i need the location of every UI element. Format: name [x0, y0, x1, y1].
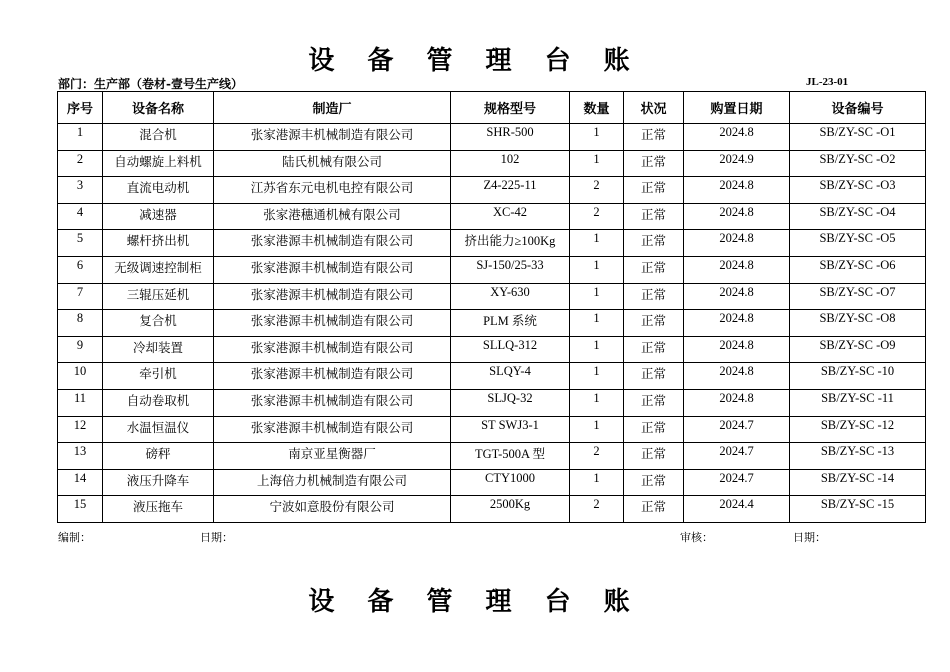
cell-model: SLJQ-32 — [451, 389, 570, 416]
cell-status: 正常 — [624, 469, 684, 496]
cell-quantity: 2 — [570, 203, 624, 230]
cell-status: 正常 — [624, 283, 684, 310]
cell-name: 直流电动机 — [103, 177, 214, 204]
cell-manufacturer: 张家港源丰机械制造有限公司 — [214, 416, 451, 443]
cell-index: 9 — [58, 336, 103, 363]
cell-index: 2 — [58, 150, 103, 177]
table-row — [58, 443, 926, 470]
cell-quantity: 1 — [570, 150, 624, 177]
cell-manufacturer: 上海倍力机械制造有限公司 — [214, 469, 451, 496]
cell-status: 正常 — [624, 150, 684, 177]
cell-equipment-code: SB/ZY-SC -11 — [790, 389, 926, 416]
cell-purchase-date: 2024.9 — [684, 150, 790, 177]
cell-quantity: 1 — [570, 389, 624, 416]
table-row — [58, 310, 926, 337]
cell-status: 正常 — [624, 416, 684, 443]
cell-quantity: 1 — [570, 124, 624, 151]
equipment-ledger-table — [57, 91, 926, 523]
cell-name: 三辊压延机 — [103, 283, 214, 310]
cell-name: 自动卷取机 — [103, 389, 214, 416]
cell-equipment-code: SB/ZY-SC -O4 — [790, 203, 926, 230]
column-header-quantity: 数量 — [570, 92, 624, 124]
cell-purchase-date: 2024.8 — [684, 124, 790, 151]
cell-quantity: 2 — [570, 177, 624, 204]
table-row — [58, 230, 926, 257]
column-header-status: 状况 — [624, 92, 684, 124]
cell-manufacturer: 张家港源丰机械制造有限公司 — [214, 389, 451, 416]
cell-status: 正常 — [624, 230, 684, 257]
cell-status: 正常 — [624, 124, 684, 151]
cell-name: 混合机 — [103, 124, 214, 151]
cell-purchase-date: 2024.8 — [684, 336, 790, 363]
cell-index: 7 — [58, 283, 103, 310]
cell-purchase-date: 2024.8 — [684, 230, 790, 257]
document-number: JL-23-01 — [806, 76, 849, 88]
cell-index: 14 — [58, 469, 103, 496]
cell-index: 1 — [58, 124, 103, 151]
cell-quantity: 1 — [570, 310, 624, 337]
cell-model: SLLQ-312 — [451, 336, 570, 363]
table-row — [58, 150, 926, 177]
table-row — [58, 389, 926, 416]
cell-model: SJ-150/25-33 — [451, 256, 570, 283]
cell-equipment-code: SB/ZY-SC -O9 — [790, 336, 926, 363]
cell-model: 102 — [451, 150, 570, 177]
table-row — [58, 124, 926, 151]
page-title: 设 备 管 理 台 账 — [308, 46, 642, 76]
table-body — [58, 124, 926, 523]
cell-manufacturer: 张家港源丰机械制造有限公司 — [214, 363, 451, 390]
cell-status: 正常 — [624, 443, 684, 470]
column-header-purchase-date: 购置日期 — [684, 92, 790, 124]
cell-purchase-date: 2024.7 — [684, 416, 790, 443]
cell-equipment-code: SB/ZY-SC -12 — [790, 416, 926, 443]
cell-index: 13 — [58, 443, 103, 470]
table-row — [58, 496, 926, 523]
cell-manufacturer: 宁波如意股份有限公司 — [214, 496, 451, 523]
cell-manufacturer: 陆氏机械有限公司 — [214, 150, 451, 177]
cell-quantity: 1 — [570, 230, 624, 257]
cell-name: 液压升降车 — [103, 469, 214, 496]
cell-quantity: 1 — [570, 283, 624, 310]
cell-equipment-code: SB/ZY-SC -O2 — [790, 150, 926, 177]
cell-equipment-code: SB/ZY-SC -O8 — [790, 310, 926, 337]
table-row — [58, 177, 926, 204]
column-header-manufacturer: 制造厂 — [214, 92, 451, 124]
cell-model: SLQY-4 — [451, 363, 570, 390]
cell-status: 正常 — [624, 336, 684, 363]
cell-purchase-date: 2024.8 — [684, 310, 790, 337]
cell-equipment-code: SB/ZY-SC -O6 — [790, 256, 926, 283]
cell-manufacturer: 江苏省东元电机电控有限公司 — [214, 177, 451, 204]
cell-model: Z4-225-11 — [451, 177, 570, 204]
cell-manufacturer: 张家港源丰机械制造有限公司 — [214, 124, 451, 151]
cell-equipment-code: SB/ZY-SC -14 — [790, 469, 926, 496]
cell-status: 正常 — [624, 496, 684, 523]
page-title-repeat: 设 备 管 理 台 账 — [308, 587, 642, 617]
cell-purchase-date: 2024.4 — [684, 496, 790, 523]
cell-equipment-code: SB/ZY-SC -O7 — [790, 283, 926, 310]
table-row — [58, 283, 926, 310]
cell-quantity: 2 — [570, 496, 624, 523]
compiled-by-label: 编制： — [58, 531, 91, 544]
cell-index: 5 — [58, 230, 103, 257]
cell-index: 8 — [58, 310, 103, 337]
cell-model: 挤出能力≥100Kg — [451, 230, 570, 257]
cell-manufacturer: 张家港源丰机械制造有限公司 — [214, 310, 451, 337]
cell-status: 正常 — [624, 363, 684, 390]
reviewed-by-label: 审核： — [680, 531, 713, 544]
cell-status: 正常 — [624, 310, 684, 337]
table-row — [58, 203, 926, 230]
cell-name: 复合机 — [103, 310, 214, 337]
cell-quantity: 1 — [570, 363, 624, 390]
table-row — [58, 256, 926, 283]
cell-index: 10 — [58, 363, 103, 390]
cell-index: 12 — [58, 416, 103, 443]
cell-index: 6 — [58, 256, 103, 283]
cell-manufacturer: 张家港穗通机械有限公司 — [214, 203, 451, 230]
review-date-label: 日期： — [793, 531, 826, 544]
cell-equipment-code: SB/ZY-SC -O5 — [790, 230, 926, 257]
cell-name: 冷却装置 — [103, 336, 214, 363]
cell-index: 15 — [58, 496, 103, 523]
table-row — [58, 469, 926, 496]
cell-name: 牵引机 — [103, 363, 214, 390]
cell-model: SHR-500 — [451, 124, 570, 151]
cell-index: 4 — [58, 203, 103, 230]
cell-purchase-date: 2024.8 — [684, 363, 790, 390]
cell-equipment-code: SB/ZY-SC -O1 — [790, 124, 926, 151]
cell-quantity: 1 — [570, 256, 624, 283]
cell-model: XC-42 — [451, 203, 570, 230]
cell-name: 减速器 — [103, 203, 214, 230]
column-header-index: 序号 — [58, 92, 103, 124]
cell-name: 水温恒温仪 — [103, 416, 214, 443]
cell-manufacturer: 张家港源丰机械制造有限公司 — [214, 283, 451, 310]
cell-manufacturer: 张家港源丰机械制造有限公司 — [214, 230, 451, 257]
cell-status: 正常 — [624, 203, 684, 230]
cell-model: XY-630 — [451, 283, 570, 310]
column-header-equipment-code: 设备编号 — [790, 92, 926, 124]
cell-quantity: 2 — [570, 443, 624, 470]
cell-status: 正常 — [624, 177, 684, 204]
table-header-row — [58, 92, 926, 124]
cell-name: 磅秤 — [103, 443, 214, 470]
cell-purchase-date: 2024.7 — [684, 469, 790, 496]
cell-quantity: 1 — [570, 416, 624, 443]
cell-name: 螺杆挤出机 — [103, 230, 214, 257]
table-row — [58, 336, 926, 363]
cell-purchase-date: 2024.8 — [684, 256, 790, 283]
cell-quantity: 1 — [570, 469, 624, 496]
cell-name: 无级调速控制柜 — [103, 256, 214, 283]
cell-manufacturer: 张家港源丰机械制造有限公司 — [214, 256, 451, 283]
cell-equipment-code: SB/ZY-SC -13 — [790, 443, 926, 470]
cell-model: PLM 系统 — [451, 310, 570, 337]
cell-manufacturer: 南京亚星衡器厂 — [214, 443, 451, 470]
column-header-name: 设备名称 — [103, 92, 214, 124]
cell-purchase-date: 2024.8 — [684, 203, 790, 230]
column-header-model: 规格型号 — [451, 92, 570, 124]
cell-manufacturer: 张家港源丰机械制造有限公司 — [214, 336, 451, 363]
date-label: 日期： — [200, 531, 233, 544]
table-row — [58, 416, 926, 443]
cell-equipment-code: SB/ZY-SC -O3 — [790, 177, 926, 204]
cell-purchase-date: 2024.8 — [684, 283, 790, 310]
cell-name: 自动螺旋上料机 — [103, 150, 214, 177]
cell-status: 正常 — [624, 256, 684, 283]
cell-model: TGT-500A 型 — [451, 443, 570, 470]
cell-status: 正常 — [624, 389, 684, 416]
cell-model: 2500Kg — [451, 496, 570, 523]
table-row — [58, 363, 926, 390]
cell-model: CTY1000 — [451, 469, 570, 496]
cell-equipment-code: SB/ZY-SC -15 — [790, 496, 926, 523]
cell-name: 液压拖车 — [103, 496, 214, 523]
department-label: 部门：生产部（卷材-壹号生产线） — [58, 77, 243, 91]
cell-model: ST SWJ3-1 — [451, 416, 570, 443]
cell-index: 3 — [58, 177, 103, 204]
cell-quantity: 1 — [570, 336, 624, 363]
cell-purchase-date: 2024.7 — [684, 443, 790, 470]
cell-purchase-date: 2024.8 — [684, 389, 790, 416]
cell-equipment-code: SB/ZY-SC -10 — [790, 363, 926, 390]
cell-purchase-date: 2024.8 — [684, 177, 790, 204]
cell-index: 11 — [58, 389, 103, 416]
